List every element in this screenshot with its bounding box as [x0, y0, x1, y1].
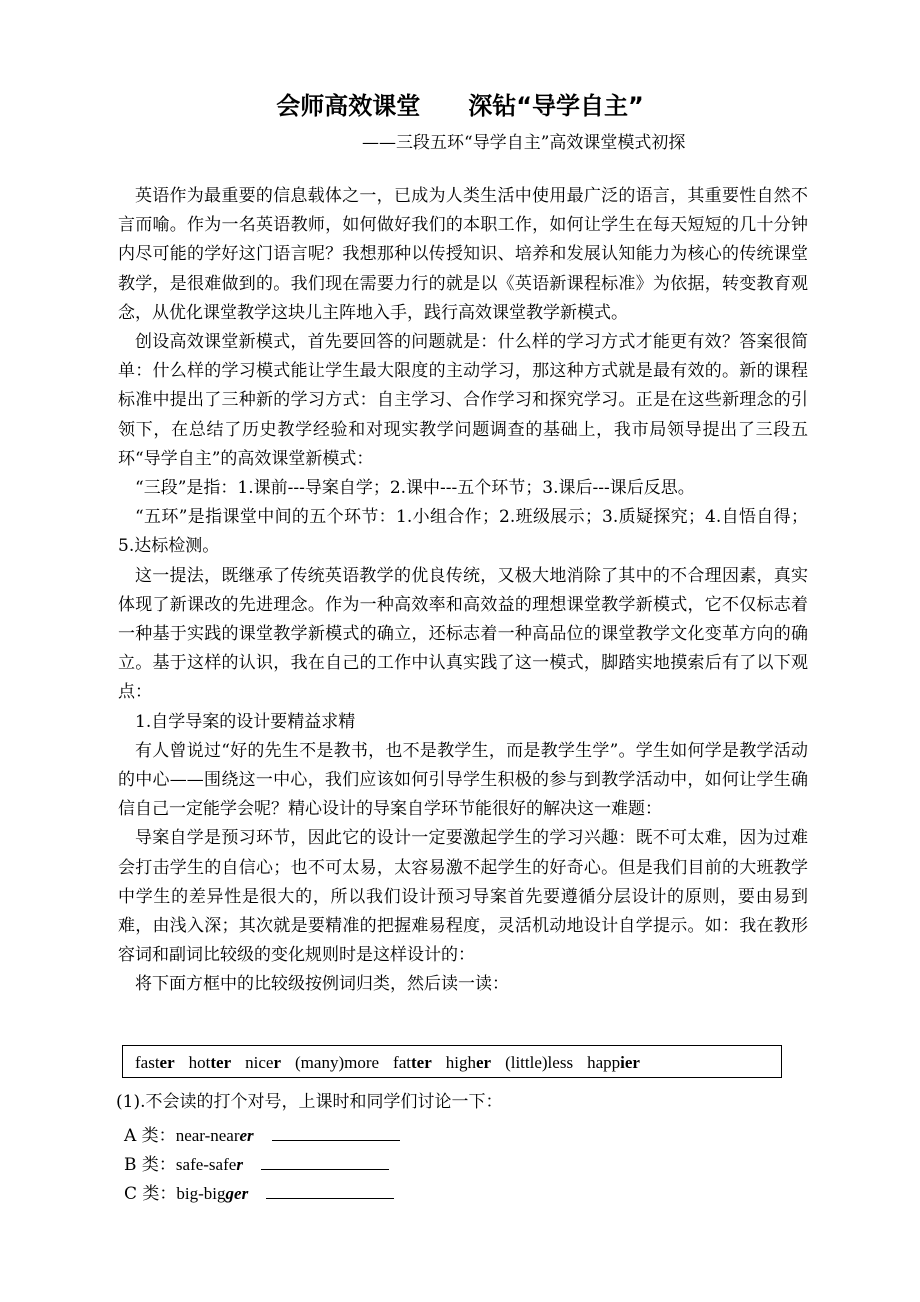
answer-blank[interactable] [272, 1126, 400, 1141]
section-heading: 1.自学导案的设计要精益求精 [135, 711, 356, 732]
answer-blank[interactable] [261, 1155, 389, 1170]
comparative-word [245, 1053, 281, 1072]
word-suffix: r [273, 1053, 282, 1072]
example-suffix: er [239, 1126, 254, 1145]
word-suffix: ter [210, 1053, 232, 1072]
example-c [124, 1179, 394, 1204]
body-text [118, 182, 808, 1000]
example-label: A 类： [124, 1126, 176, 1146]
word-stem: (little)less [505, 1053, 574, 1072]
word-stem: fat [393, 1053, 411, 1072]
comparative-word [446, 1053, 491, 1072]
paragraph: 创设高效课堂新模式，首先要回答的问题就是：什么样的学习方式才能更有效？答案很简单：什么样的学习模式能让学生最大限度的主动学习，那这种方式就是最有效的。新的课程标准中提出了三种新的学习方式：自主学习、合作学习和探究学习。正是在这些新理念的引领下，在总结了历史教学经验和对现实教学问题调查的基础上，我市局领导提出了三段五环“导学自主”的高效课堂新模式： [118, 332, 808, 469]
paragraph: 有人曾说过“好的先生不是教书，也不是教学生，而是教学生学”。学生如何学是教学活动的中心——围绕这一中心，我们应该如何引导学生积极的参与到教学活动中，如何让学生确信自己一定能学会呢？精心设计的导案自学环节能很好的解决这一难题： [118, 740, 808, 820]
paragraph: “三段”是指：1.课前---导案自学；2.课中---五个环节；3.课后---课后反思。 [135, 478, 695, 499]
word-stem: hot [188, 1053, 211, 1072]
word-stem: nice [245, 1053, 274, 1072]
word-box [122, 1045, 782, 1078]
example-b [124, 1150, 389, 1175]
comparative-word [295, 1053, 379, 1072]
example-suffix: ger [225, 1184, 249, 1203]
example-a [124, 1121, 400, 1146]
comparative-word [135, 1053, 175, 1072]
word-stem: (many)more [295, 1053, 380, 1072]
comparative-word [393, 1053, 432, 1072]
instruction-text: 将下面方框中的比较级按例词归类，然后读一读： [135, 974, 509, 995]
comparative-word [587, 1053, 640, 1072]
word-suffix: er [159, 1053, 175, 1072]
paragraph: 导案自学是预习环节，因此它的设计一定要激起学生的学习兴趣：既不可太难，因为过难会打击学生的自信心；也不可太易，太容易激不起学生的好奇心。但是我们目前的大班教学中学生的差异性是很大的，所以我们设计预习导案首先要遵循分层设计的原则，要由易到难，由浅入深；其次就是要精准的把握难易程度，灵活机动地设计自学提示。如：我在教形容词和副词比较级的变化规则时是这样设计的： [118, 828, 808, 966]
answer-blank[interactable] [266, 1184, 394, 1199]
paragraph: 这一提法，既继承了传统英语教学的优良传统，又极大地消除了其中的不合理因素，真实体现了新课改的先进理念。作为一种高效率和高效益的理想课堂教学新模式，它不仅标志着一种基于实践的课堂教学新模式的确立，还标志着一种高品位的课堂教学文化变革方向的确立。基于这样的认识，我在自己的工作中认真实践了这一模式，脚踏实地摸索后有了以下观点： [118, 565, 808, 703]
word-stem: high [445, 1053, 476, 1072]
example-label: C 类： [124, 1184, 177, 1204]
word-stem: happ [587, 1053, 621, 1072]
example-suffix: r [236, 1155, 243, 1174]
example-label: B 类： [124, 1155, 176, 1175]
word-stem: fast [135, 1053, 160, 1072]
word-suffix: ter [410, 1053, 432, 1072]
word-suffix: er [475, 1053, 492, 1072]
example-base: near-near [175, 1126, 240, 1145]
paragraph: “五环”是指课堂中间的五个环节：1.小组合作；2.班级展示；3.质疑探究；4.自悟自得；5.达标检测。 [118, 507, 808, 557]
example-base: safe-safe [175, 1155, 237, 1174]
example-base: big-big [176, 1184, 226, 1203]
page-title: 会师高效课堂 深钻“导学自主” [276, 92, 644, 120]
note-text: (1).不会读的打个对号，上课时和同学们讨论一下： [116, 1092, 503, 1112]
comparative-word [189, 1053, 232, 1072]
paragraph: 英语作为最重要的信息载体之一，已成为人类生活中使用最广泛的语言，其重要性自然不言而喻。作为一名英语教师，如何做好我们的本职工作，如何让学生在每天短短的几十分钟内尽可能的学好这门语言呢？我想那种以传授知识、培养和发展认知能力为核心的传统课堂教学，是很难做到的。我们现在需要力行的就是以《英语新课程标准》为依据，转变教育观念，从优化课堂教学这块儿主阵地入手，践行高效课堂教学新模式。 [118, 186, 808, 323]
comparative-word [505, 1053, 573, 1072]
page-subtitle: ——三段五环“导学自主”高效课堂模式初探 [362, 133, 686, 153]
word-suffix: ier [620, 1053, 640, 1072]
